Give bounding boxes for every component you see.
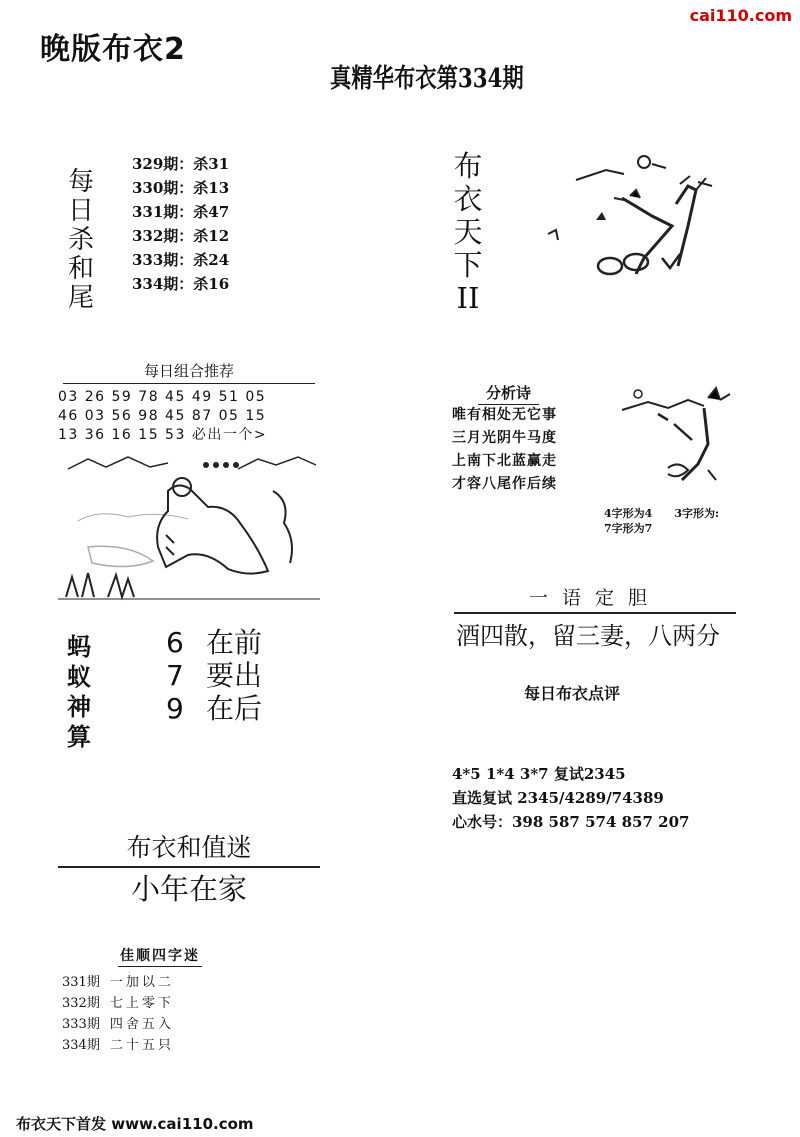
kill-tail-entry: 333期：杀24	[132, 251, 230, 269]
page-label: 晚版布衣2	[40, 32, 186, 67]
kill-tail-entry: 334期：杀16	[132, 275, 230, 293]
vertical-char: 衣	[453, 182, 483, 216]
vertical-char: 蚂	[67, 633, 91, 661]
daily-combo-row: 03 26 59 78 45 49 51 05	[58, 389, 267, 405]
ant-calc-vertical-title	[62, 632, 96, 752]
poem-line: 才容八尾作后续	[452, 476, 557, 492]
vertical-char: 尾	[67, 283, 94, 313]
vertical-char: 布	[453, 149, 483, 183]
riddle-text: 二十五只	[109, 1038, 174, 1053]
review-line: 心水号：398 587 574 857 207	[452, 813, 690, 831]
daily-combo-row: 46 03 56 98 45 87 05 15	[58, 408, 267, 424]
daily-combo-rows	[58, 388, 320, 445]
daily-combo-title: 每日组合推荐	[63, 360, 315, 384]
vertical-char: 下	[453, 248, 483, 282]
ant-calc-number: 9	[166, 692, 184, 725]
four-char-riddle-list	[62, 972, 174, 1056]
analysis-poem	[452, 404, 557, 496]
poem-line: 唯有相处无它事	[452, 407, 557, 423]
kill-tail-entry: 332期：杀12	[132, 227, 230, 245]
kill-tail-vertical-title	[64, 168, 98, 313]
shape-note: 4字形为4	[604, 507, 653, 520]
ant-calc-number: 7	[166, 659, 184, 692]
issue-number: 332期	[62, 996, 100, 1011]
poem-line: 三月光阴牛马度	[452, 430, 557, 446]
ant-calc-row	[166, 659, 262, 692]
kill-tail-entry: 330期：杀13	[132, 179, 230, 197]
vertical-char: 和	[67, 254, 94, 284]
shape-note: 7字形为7	[604, 522, 653, 535]
kill-tail-entry: 329期：杀31	[132, 155, 230, 173]
scholar-illustration	[58, 451, 320, 601]
daily-review-title: 每日布衣点评	[524, 684, 621, 703]
vertical-char: 算	[67, 723, 91, 751]
riddle-text: 四舍五入	[109, 1017, 174, 1032]
vertical-char: 日	[67, 196, 94, 226]
riddle-text: 一加以二	[109, 975, 174, 990]
bamboo-illustration	[540, 150, 730, 290]
site-brand-top: cai110.com	[689, 6, 792, 25]
riddle-text: 七上零下	[109, 996, 174, 1011]
issue-number: 333期	[62, 1017, 100, 1032]
shape-notes	[604, 506, 719, 536]
four-char-riddle-entry	[62, 1014, 174, 1035]
one-word-title: 一语定胆	[454, 583, 736, 614]
vertical-char: 杀	[67, 225, 94, 255]
vertical-char: 蚁	[67, 663, 91, 691]
analysis-poem-title: 分析诗	[478, 382, 539, 405]
ant-calc-text: 要出	[206, 659, 263, 692]
daily-review-lines	[452, 762, 689, 834]
four-char-riddle-entry	[62, 972, 174, 993]
ant-calc-number: 6	[166, 626, 184, 659]
sum-riddle-question: 布衣和值迷	[58, 832, 320, 868]
issue-number: 331期	[62, 975, 100, 990]
ant-calc-rows	[166, 626, 262, 725]
one-word-text: 酒四散，留三妻，八两分	[456, 622, 720, 650]
vertical-char: 神	[67, 693, 91, 721]
vertical-char: 每	[67, 167, 94, 197]
ant-calc-text: 在前	[206, 626, 263, 659]
kill-tail-list	[132, 152, 229, 296]
bamboo-sketch-icon	[608, 384, 748, 494]
kill-tail-entry: 331期：杀47	[132, 203, 230, 221]
ant-calc-row	[166, 626, 262, 659]
review-line: 直选复试 2345/4289/74389	[452, 789, 664, 807]
daily-combo-row: 13 36 16 15 53 必出一个>	[58, 427, 268, 443]
sum-riddle-section	[58, 832, 320, 908]
ant-calc-row	[166, 692, 262, 725]
four-char-riddle-entry	[62, 1035, 174, 1056]
vertical-char: II	[456, 281, 480, 315]
issue-title: 真精华布衣第334期	[330, 64, 524, 94]
site-brand-bottom: 布衣天下首发 www.cai110.com	[16, 1115, 254, 1133]
issue-number: 334期	[62, 1038, 100, 1053]
tianxia-vertical-title	[450, 150, 486, 315]
review-line: 4*5 1*4 3*7 复试2345	[452, 765, 626, 783]
poem-line: 上南下北蓝赢走	[452, 453, 557, 469]
vertical-char: 天	[453, 215, 483, 249]
shape-note: 3字形为:	[674, 507, 720, 520]
ant-calc-text: 在后	[206, 692, 263, 725]
four-char-riddle-entry	[62, 993, 174, 1014]
sum-riddle-answer: 小年在家	[130, 872, 247, 906]
four-char-riddle-title: 佳顺四字迷	[118, 945, 202, 967]
daily-combo-section	[58, 360, 320, 601]
